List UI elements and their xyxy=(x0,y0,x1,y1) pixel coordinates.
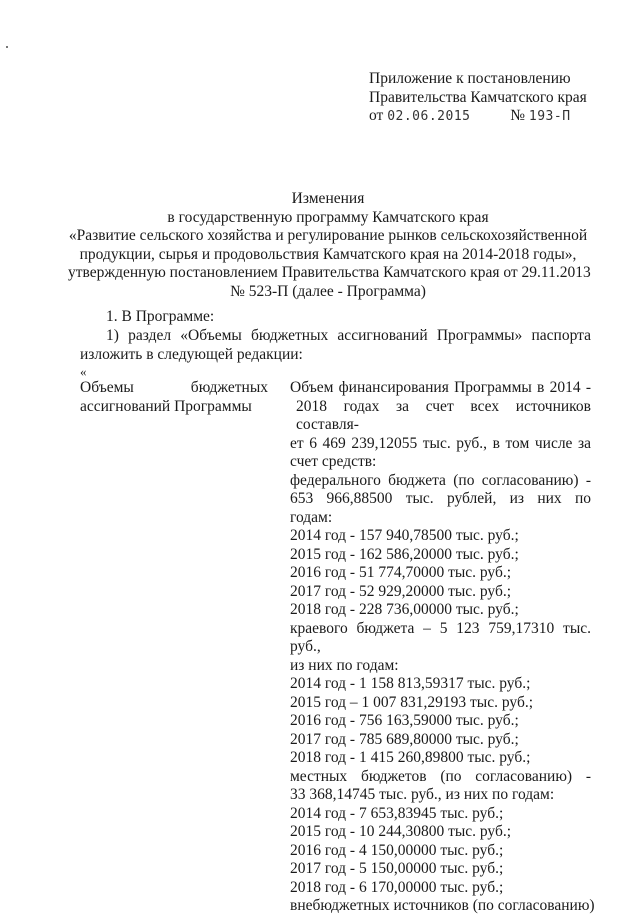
title-line: Изменения xyxy=(291,190,365,207)
funding-line: внебюджетных источников (по согласованию) xyxy=(290,897,595,914)
funding-line: из них по годам: xyxy=(290,656,399,674)
funding-line: Объем финансирования Программы в 2014 - xyxy=(290,379,591,396)
funding-line: 653 966,88500 тыс. рублей, из них по xyxy=(290,490,591,507)
approval-line-1: Приложение к постановлению xyxy=(369,70,571,87)
funding-line: 2015 год – 1 007 831,29193 тыс. руб.; xyxy=(290,693,534,711)
approval-date-line xyxy=(369,107,587,127)
funding-line: 2017 год - 5 150,00000 тыс. руб.; xyxy=(290,860,504,877)
funding-line: 2018 годах за счет всех источников составля- xyxy=(296,397,591,433)
approval-date: 02.06.2015 xyxy=(387,109,471,124)
funding-line: 2016 год - 51 774,70000 тыс. руб.; xyxy=(290,564,512,581)
item-1-heading: 1. В Программе: xyxy=(106,308,215,325)
approval-number: 193-П xyxy=(528,109,571,124)
funding-line: годам: xyxy=(290,508,333,526)
left-cell-line: ассигнований Программы xyxy=(80,397,252,415)
funding-line: 2016 год - 756 163,59000 тыс. руб.; xyxy=(290,712,519,729)
funding-line: краевого бюджета – 5 123 759,17310 тыс. руб., xyxy=(290,619,591,655)
title-line: в государственную программу Камчатского края xyxy=(167,208,489,226)
approval-from-label: от xyxy=(369,107,384,124)
approval-line-2: Правительства Камчатского края xyxy=(369,88,587,106)
funding-line: 2015 год - 162 586,20000 тыс. руб.; xyxy=(290,545,519,563)
item-1-1-line-2: изложить в следующей редакции: xyxy=(80,346,303,363)
funding-line: счет средств: xyxy=(290,453,377,470)
funding-line: федерального бюджета (по согласованию) - xyxy=(290,471,591,489)
title-line: утвержденную постановлением Правительства Камчатского края от 29.11.2013 xyxy=(68,264,591,281)
left-cell-line: Объемы бюджетных xyxy=(80,379,268,396)
funding-line: 2014 год - 7 653,83945 тыс. руб.; xyxy=(290,804,504,822)
table-right-cell xyxy=(290,379,595,916)
title-line: продукции, сырья и продовольствия Камчатского края на 2014-2018 годы», xyxy=(79,245,577,263)
approval-number-label: № xyxy=(510,107,526,124)
funding-line: 2015 год - 10 244,30800 тыс. руб.; xyxy=(290,823,512,840)
title-line: № 523-П (далее - Программа) xyxy=(230,282,426,300)
funding-line: 2017 год - 785 689,80000 тыс. руб.; xyxy=(290,730,519,748)
approval-stamp-block xyxy=(369,70,587,127)
funding-line: ет 6 469 239,12055 тыс. руб., в том числе за xyxy=(290,434,591,452)
funding-line: местных бюджетов (по согласованию) - xyxy=(290,767,591,785)
funding-line: 2014 год - 157 940,78500 тыс. руб.; xyxy=(290,527,519,544)
scan-speck xyxy=(6,46,8,48)
funding-line: 2018 год - 1 415 260,89800 тыс. руб.; xyxy=(290,749,531,766)
table-left-cell xyxy=(80,379,268,416)
document-title xyxy=(68,190,591,301)
funding-line: 2018 год - 228 736,00000 тыс. руб.; xyxy=(290,601,519,618)
title-line: «Развитие сельского хозяйства и регулирование рынков сельскохозяйственной xyxy=(68,227,588,244)
item-1-1-line-1: 1) раздел «Объемы бюджетных ассигнований Программы» паспорта xyxy=(106,327,591,344)
funding-line: 2014 год - 1 158 813,59317 тыс. руб.; xyxy=(290,675,531,692)
open-quote: « xyxy=(80,364,87,379)
funding-line: 2018 год - 6 170,00000 тыс. руб.; xyxy=(290,878,504,896)
funding-line: 33 368,14745 тыс. руб., из них по годам: xyxy=(290,786,555,803)
funding-line: 2016 год - 4 150,00000 тыс. руб.; xyxy=(290,841,504,859)
funding-line: 2017 год - 52 929,20000 тыс. руб.; xyxy=(290,582,512,600)
